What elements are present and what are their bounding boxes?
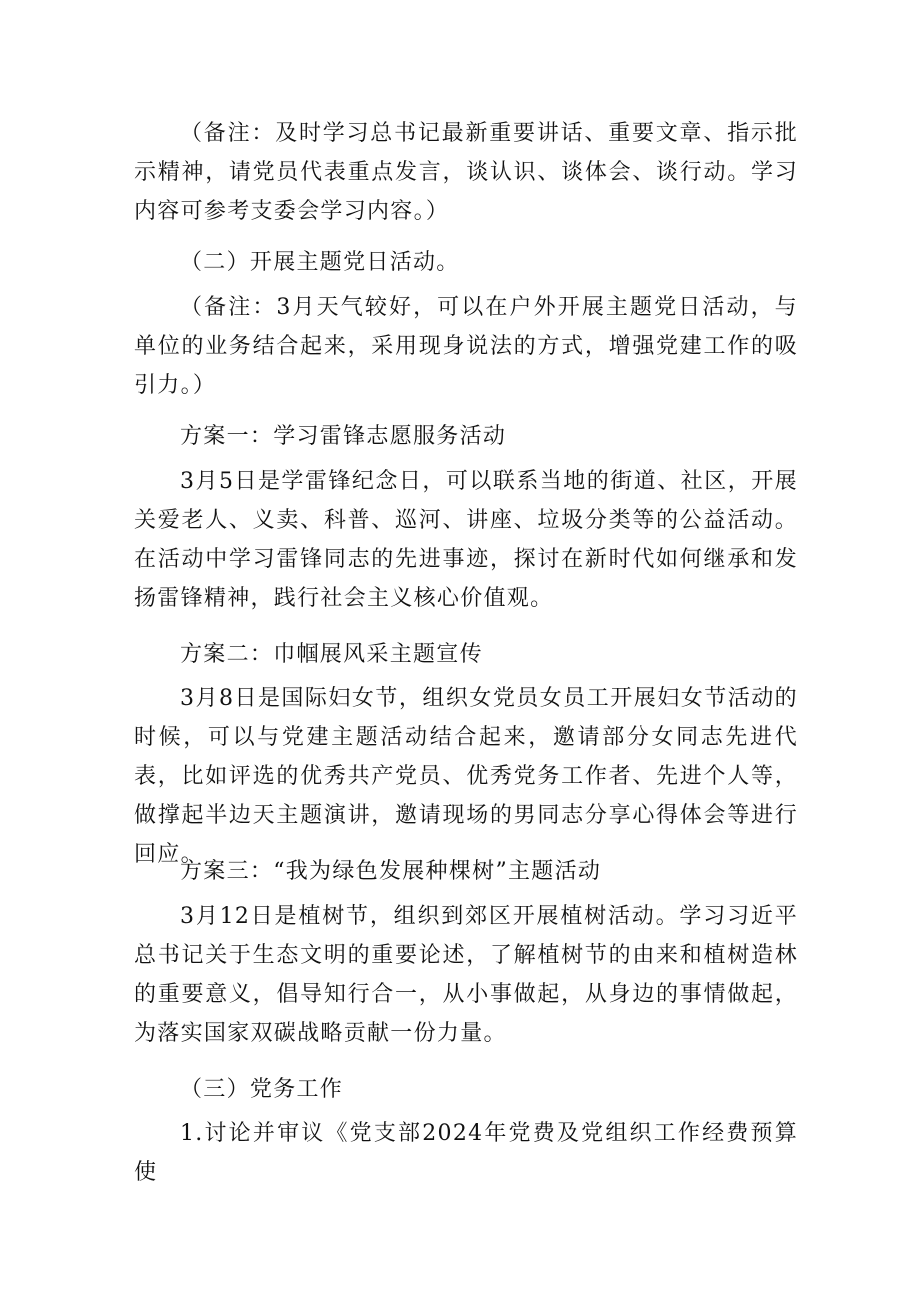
plan-one-body: 3月5日是学雷锋纪念日，可以联系当地的街道、社区，开展关爱老人、义卖、科普、巡河、讲座、垃圾分类等的公益活动。在活动中学习雷锋同志的先进事迹，探讨在新时代如何继承和发扬雷锋精神，践行社会主义核心价值观。	[134, 469, 798, 611]
party-affairs-item-1: 1.讨论并审议《党支部2024年党费及党组织工作经费预算使	[134, 1121, 798, 1185]
note-paragraph-study: （备注：及时学习总书记最新重要讲话、重要文章、指示批示精神，请党员代表重点发言，谈认识、谈体会、谈行动。学习内容可参考支委会学习内容。）	[134, 121, 798, 224]
section-heading-party-affairs: （三）党务工作	[180, 1077, 344, 1102]
plan-three-body: 3月12日是植树节，组织到郊区开展植树活动。学习习近平总书记关于生态文明的重要论述，了解植树节的由来和植树造林的重要意义，倡导知行合一，从小事做起，从身边的事情做起，为落实国家双碳战略贡献一份力量。	[134, 904, 798, 1046]
plan-one-title: 方案一：学习雷锋志愿服务活动	[180, 424, 507, 449]
section-heading-theme-day: （二）开展主题党日活动。	[180, 250, 460, 275]
plan-two-title: 方案二：巾帼展风采主题宣传	[180, 642, 483, 667]
note-paragraph-outdoor: （备注：3月天气较好，可以在户外开展主题党日活动，与单位的业务结合起来，采用现身说法的方式，增强党建工作的吸引力。）	[134, 295, 798, 398]
plan-three-title: 方案三：“我为绿色发展种棵树”主题活动	[180, 859, 602, 884]
plan-two-body: 3月8日是国际妇女节，组织女党员女员工开展妇女节活动的时候，可以与党建主题活动结合起来，邀请部分女同志先进代表，比如评选的优秀共产党员、优秀党务工作者、先进个人等，做撑起半边天主题演讲，邀请现场的男同志分享心得体会等进行回应。	[134, 686, 798, 867]
